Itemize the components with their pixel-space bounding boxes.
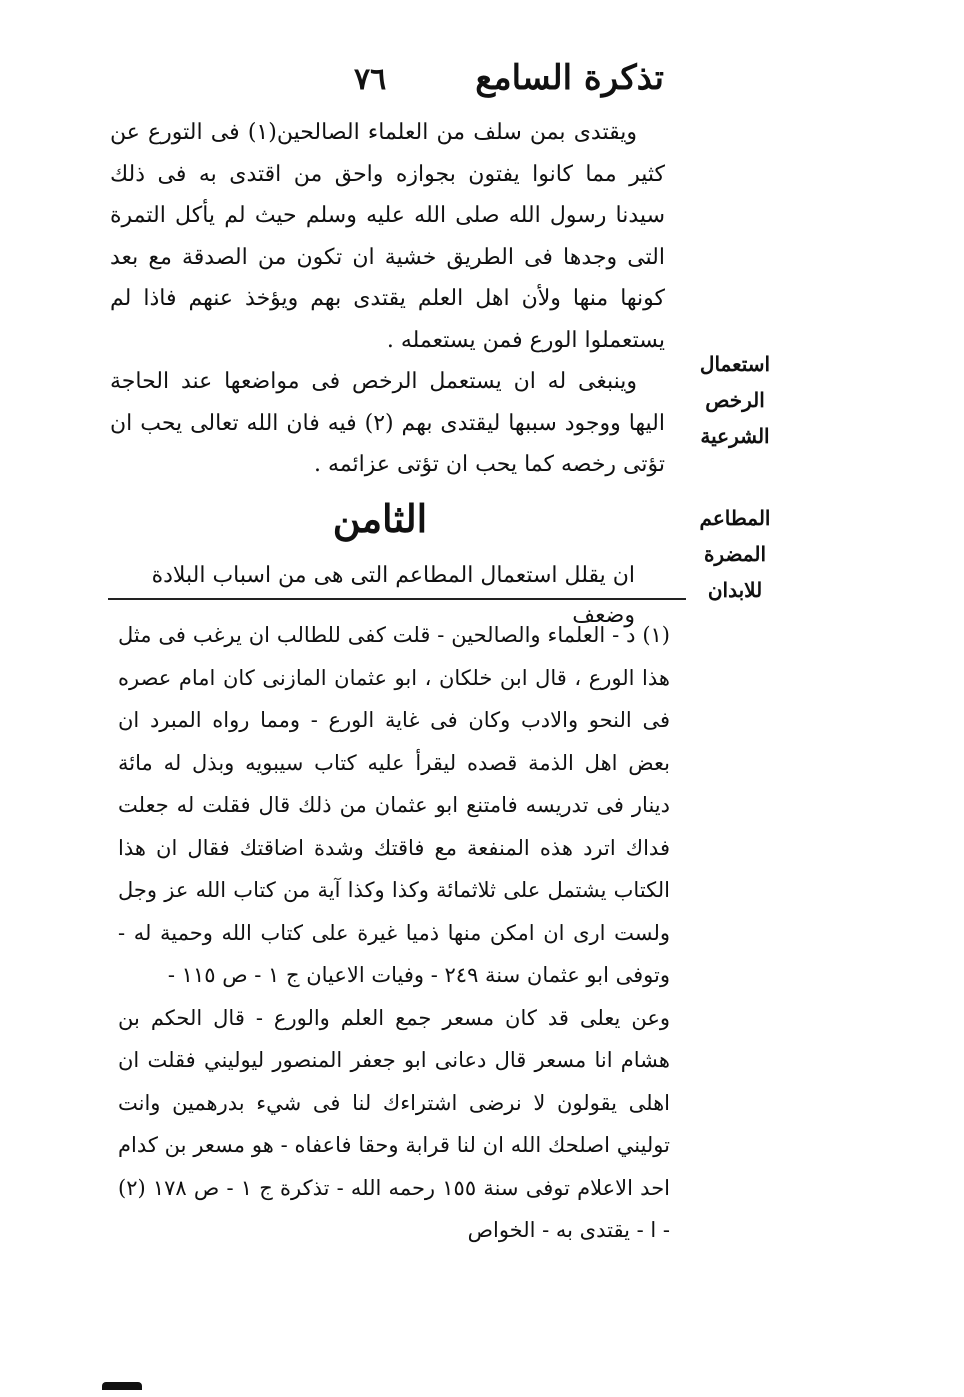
footnotes xyxy=(118,614,670,1252)
section-heading: الثامن xyxy=(332,496,428,541)
footnote-2: وعن يعلى قد كان مسعر جمع العلم والورع - قال الحكم بن هشام انا مسعر قال دعانى ابو جعفر المنصور ليوليني فقلت ان اهلى يقولون لا نرضى اشتراءك لنا فى شيء بدرهمين وانت توليني اصلحك الله ان لنا قرابة وحقا فاعفاه - هو مسعر بن كدام احد الاعلام توفى سنة ١٥٥ رحمه الله - تذكرة ج ١ - ص ١٧٨ (٢) - ا - يقتدى به - الخواص xyxy=(118,1005,671,1242)
scan-edge-mark xyxy=(102,1382,142,1390)
paragraph-wara: ويقتدى بمن سلف من العلماء الصالحين(١) فى التورع عن كثير مما كانوا يفتون بجوازه واحق من اقتدى به فى ذلك سيدنا رسول الله صلى الله عليه وسلم حيث لم يأكل التمرة التى وجدها فى الطريق خشية ان تكون من الصدقة مع بعد كونها منها ولأن اهل العلم يقتدى بهم ويؤخذ عنهم فاذا لم يستعملوا الورع فمن يستعمله . xyxy=(110,120,665,353)
running-header-title: تذكرة السامع xyxy=(475,58,664,98)
paragraph-rukhas: وينبغى له ان يستعمل الرخص فى مواضعها عند الحاجة اليها ووجود سببها ليقتدى بهم (٢) فيه فان الله تعالى يحب ان تؤتى رخصه كما يحب ان تؤتى عزائمه . xyxy=(110,369,665,477)
section-first-line: ان يقلل استعمال المطاعم التى هى من اسباب البلادة وضعف xyxy=(151,563,635,628)
margin-note-rukhas: استعمال الرخص الشرعية xyxy=(699,352,771,448)
margin-note-mataim: المطاعم المضرة للابدان xyxy=(699,506,771,602)
footnote-divider xyxy=(108,598,686,600)
page-number: ٧٦ xyxy=(354,62,387,97)
footnote-1: (١) د - العلماء والصالحين - قلت كفى للطالب ان يرغب فى مثل هذا الورع ، قال ابن خلكان ، ابو عثمان المازنى كان امام عصره فى النحو والادب وكان فى غاية الورع - ومما رواه المبرد ان بعض اهل الذمة قصده ليقرأ عليه كتاب سيبويه وبذل له مائة دينار فى تدريسه فامتنع ابو عثمان من ذلك قال فقلت له جعلت فداك اترد هذه المنفعة مع فاقتك وشدة اضاقتك فقال ان هذا الكتاب يشتمل على ثلاثمائة وكذا وكذا آية من كتاب الله عز وجل ولست ارى ان امكن منها ذميا غيرة على كتاب الله وحمية له - وتوفى ابو عثمان سنة ٢٤٩ - وفيات الاعيان ج ١ - ص ١١٥ - xyxy=(118,623,670,987)
main-text xyxy=(110,112,665,486)
